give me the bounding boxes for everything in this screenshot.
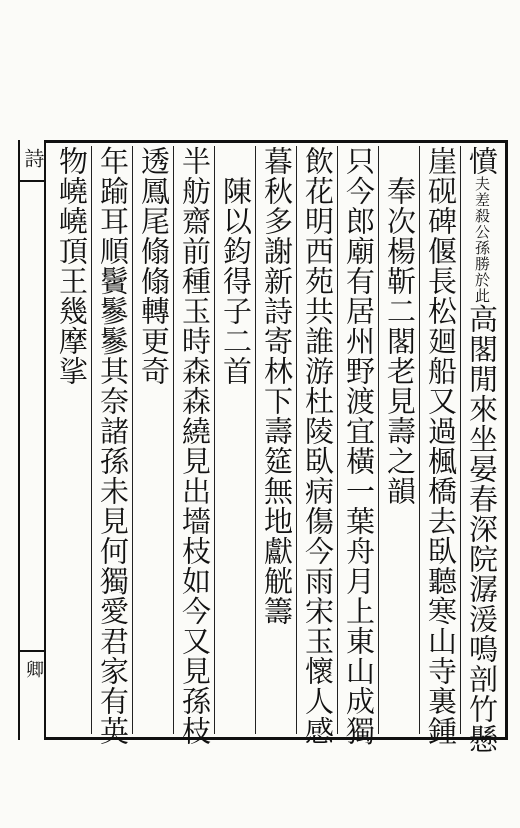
column-text: 半舫齋前種玉時森森繞見出墻枝如今又見孫枝 [178,146,212,746]
text-column-4 [337,146,381,746]
column-text: 年踰耳順鬢鬖鬖其奈諸孫未見何獨愛君家有英 [96,146,130,746]
text-column-2 [419,146,463,746]
text-column-5 [296,146,340,746]
text-column-6 [255,146,299,734]
column-text: 暮秋多謝新詩寄林下壽筵無地獻觥籌 [260,146,294,626]
column-text: 憤 [465,146,499,176]
fold-mark: 卿 [23,660,44,678]
text-column-10 [91,146,135,746]
text-column-8 [173,146,217,746]
text-column-7 [214,146,258,734]
fold-divider [20,650,44,652]
column-text: 高閣閒來坐晏春深院潺湲鳴剖竹懸 [465,304,499,754]
column-text: 奉次楊靳二閣老見壽之韻 [383,146,417,506]
fold-strip [18,140,46,740]
column-text: 崖砚碑偃長松廻船又過楓橋去臥聽寒山寺裏鍾 [424,146,458,746]
column-text: 物嶢嶢頂王幾摩挲 [55,146,89,386]
text-column-1 [460,146,504,754]
text-column-11 [50,146,94,734]
fold-divider [20,180,44,182]
text-column-3 [378,146,422,734]
column-text: 陳以鈞得子二首 [219,146,253,386]
fold-title: 詩 [21,148,45,168]
interlinear-note: 夫差殺公孫勝於此 [473,176,491,304]
column-text: 飲花明西苑共誰游杜陵臥病傷今雨宋玉懷人感 [301,146,335,746]
column-text: 透鳳尾翛翛轉更奇 [137,146,171,386]
column-text: 只今郎廟有居州野渡宜橫一葉舟月上東山成獨 [342,146,376,746]
text-column-9 [132,146,176,734]
